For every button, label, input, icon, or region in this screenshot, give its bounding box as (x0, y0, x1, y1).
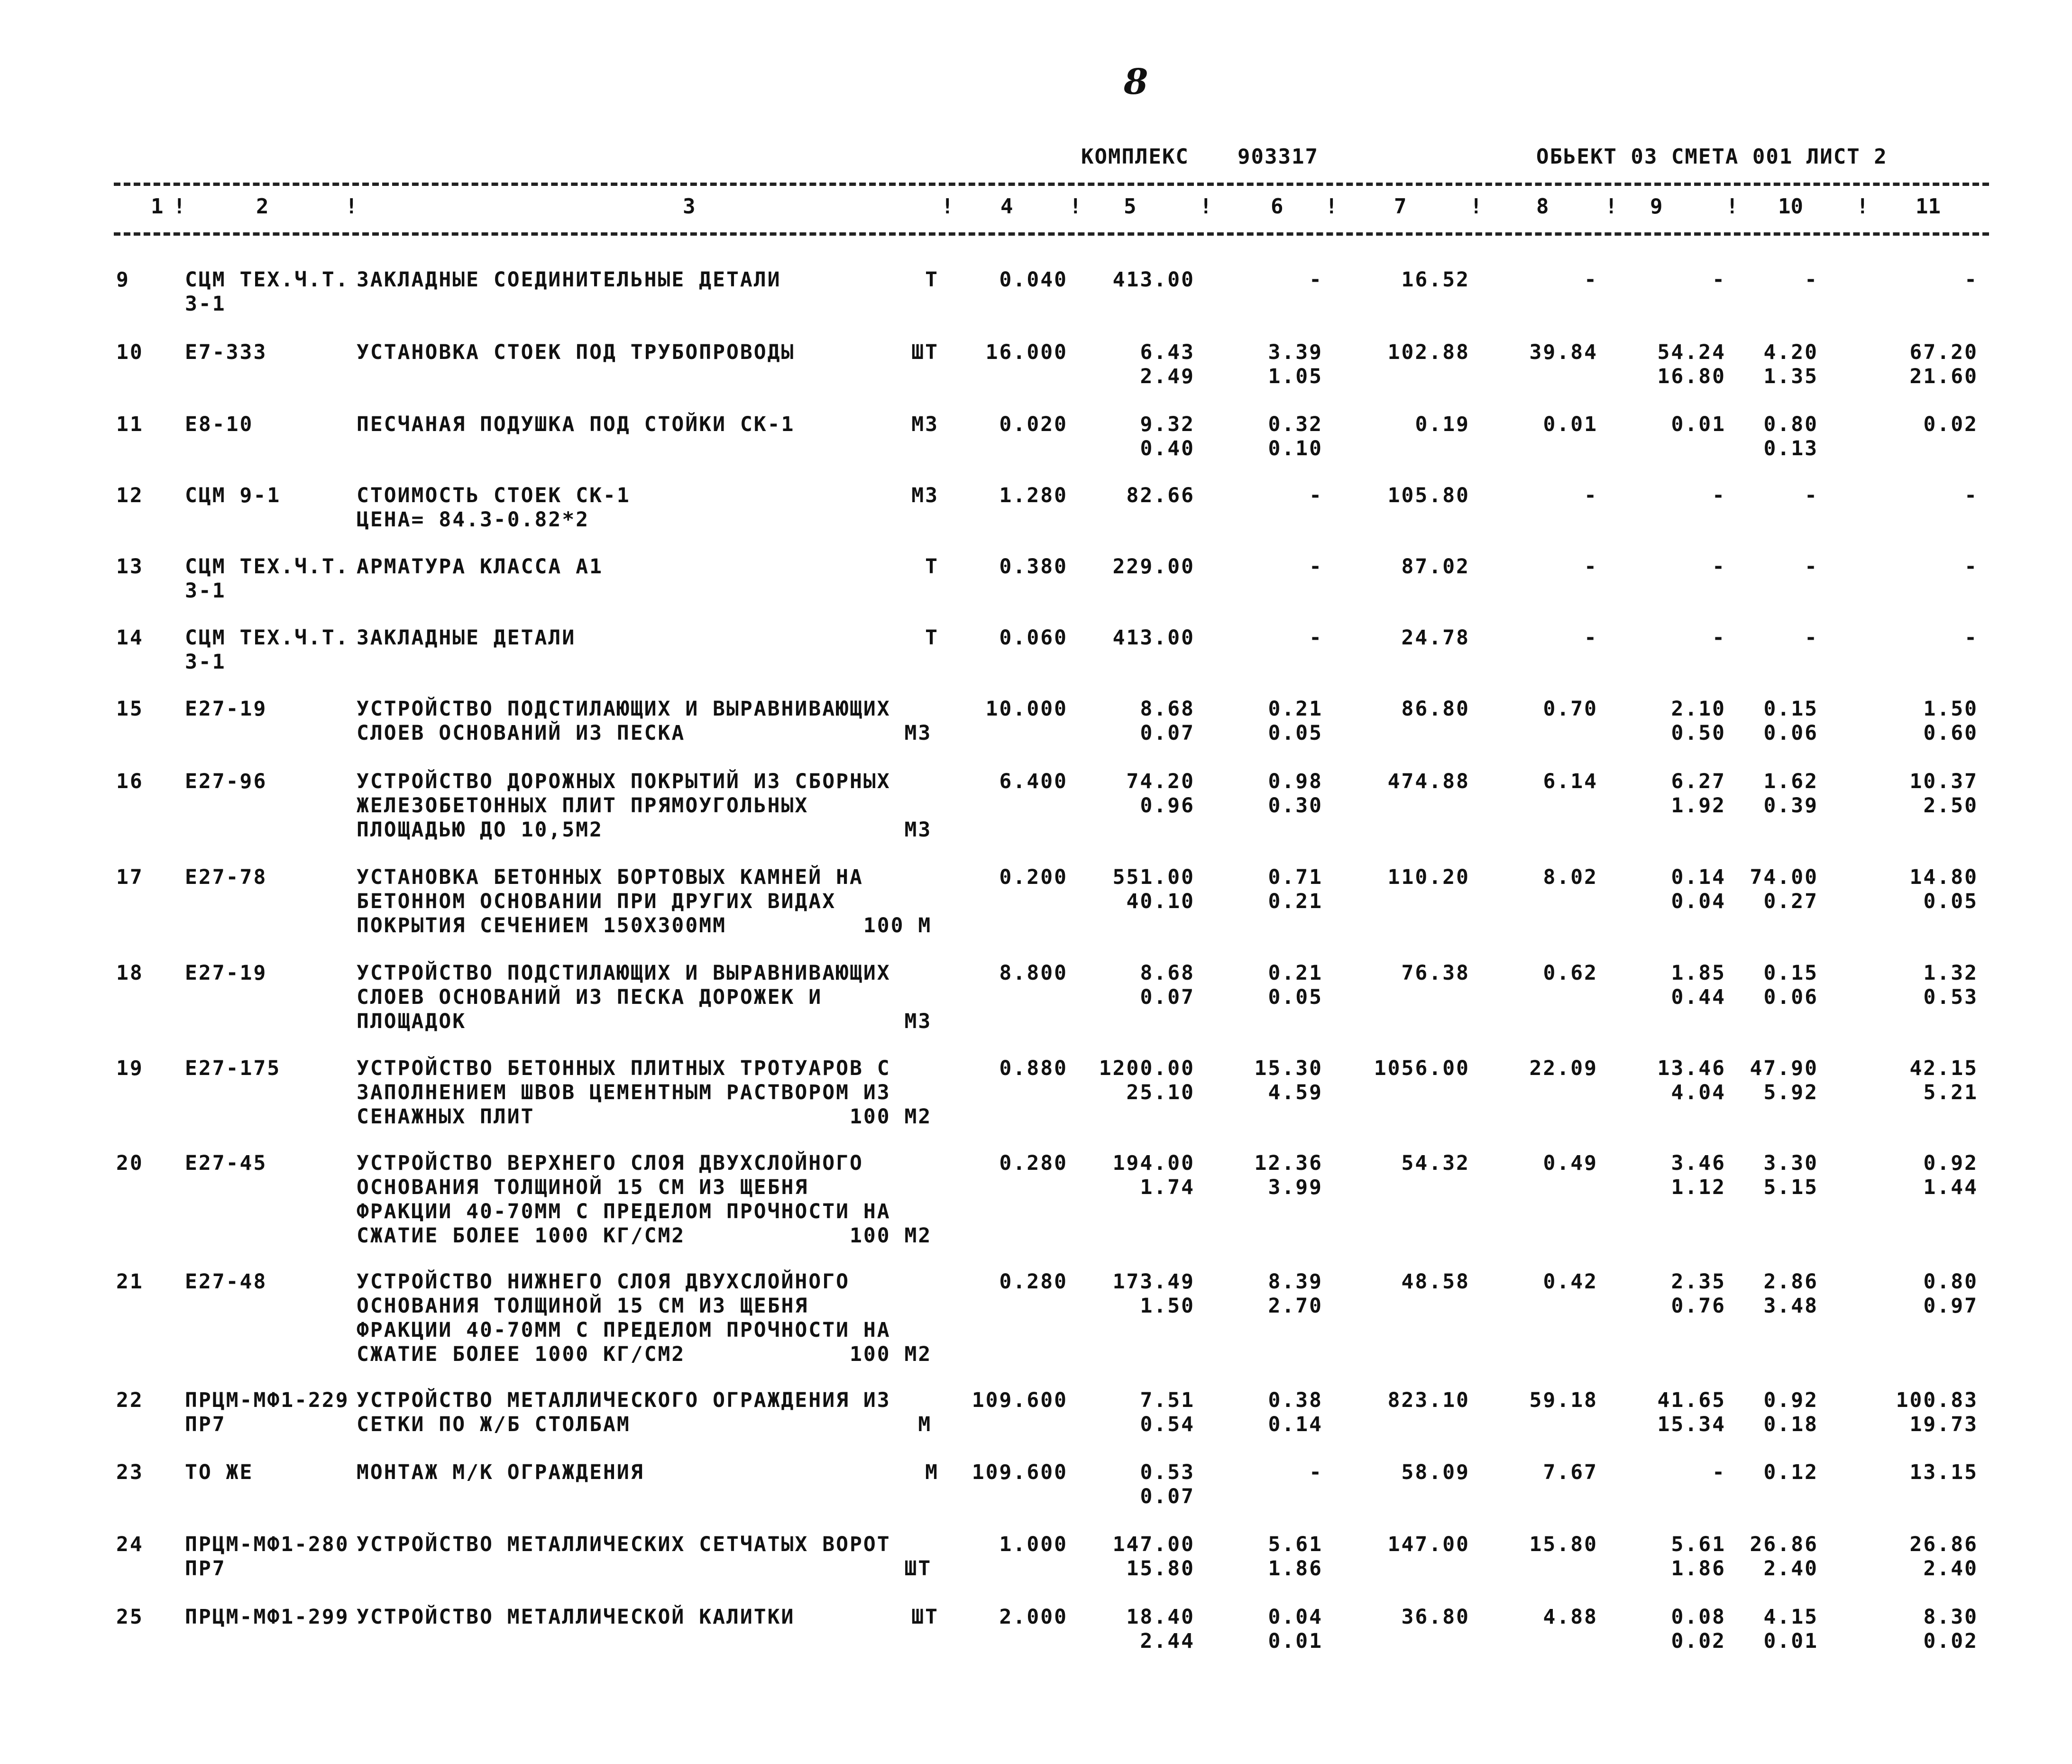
rate-code: Е27-19 (185, 961, 267, 985)
labor-per-unit: 3.30 5.15 (1763, 1151, 1818, 1199)
total-cost: 147.00 (1387, 1533, 1470, 1556)
labor-per-unit: 26.86 2.40 (1750, 1533, 1818, 1580)
row-number: 13 (116, 555, 144, 579)
unit-cost: 82.66 (1126, 484, 1195, 507)
labor-total: 13.15 (1909, 1461, 1978, 1484)
unit-cost: 413.00 (1112, 268, 1195, 292)
machine-cost: 12.36 3.99 (1254, 1151, 1323, 1199)
total-cost: 48.58 (1401, 1270, 1470, 1294)
labor-total: 0.92 1.44 (1923, 1151, 1978, 1199)
wages-total: 6.14 (1543, 770, 1598, 793)
header-divider (114, 232, 1989, 236)
unit-cost: 6.43 2.49 (1140, 340, 1195, 388)
labor-per-unit: 4.15 0.01 (1763, 1605, 1818, 1653)
quantity: 2.000 (999, 1605, 1068, 1629)
col-separator: ! (1605, 194, 1618, 219)
col-number: 2 (256, 194, 269, 219)
row-number: 22 (116, 1388, 144, 1412)
rate-code: ПРЦМ-МФ1-280 ПР7 (185, 1533, 349, 1580)
col-number: 5 (1124, 194, 1137, 219)
rate-code: Е27-19 (185, 697, 267, 721)
quantity: 0.880 (999, 1057, 1068, 1080)
row-number: 21 (116, 1270, 144, 1294)
wages-total: - (1584, 268, 1598, 292)
work-description: УСТРОЙСТВО БЕТОННЫХ ПЛИТНЫХ ТРОТУАРОВ С ЗАПОЛНЕНИЕМ ШВОВ ЦЕМЕНТНЫМ РАСТВОРОМ ИЗ СЕНАЖНЫХ ПЛИТ 100 М2 (357, 1057, 932, 1129)
rate-code: Е27-78 (185, 865, 267, 889)
row-number: 17 (116, 865, 144, 889)
machine-cost: 5.61 1.86 (1268, 1533, 1323, 1580)
machine-total: - (1712, 1461, 1726, 1484)
quantity: 0.200 (999, 865, 1068, 889)
top-divider (114, 183, 1989, 186)
total-cost: 0.19 (1415, 413, 1470, 436)
unit-cost: 0.53 0.07 (1140, 1461, 1195, 1508)
total-cost: 36.80 (1401, 1605, 1470, 1629)
total-cost: 58.09 (1401, 1461, 1470, 1484)
quantity: 10.000 (985, 697, 1068, 721)
complex-label: КОМПЛЕКС (1081, 145, 1189, 169)
unit: М3 (911, 413, 939, 436)
row-number: 18 (116, 961, 144, 985)
rate-code: Е7-333 (185, 340, 267, 364)
labor-per-unit: 1.62 0.39 (1763, 770, 1818, 818)
col-number: 9 (1650, 194, 1663, 219)
rate-code: ПРЦМ-МФ1-299 (185, 1605, 349, 1629)
rate-code: Е27-45 (185, 1151, 267, 1175)
quantity: 109.600 (972, 1388, 1068, 1412)
work-description: УСТРОЙСТВО МЕТАЛЛИЧЕСКОЙ КАЛИТКИ (357, 1605, 795, 1629)
row-number: 16 (116, 770, 144, 793)
labor-per-unit: 4.20 1.35 (1763, 340, 1818, 388)
total-cost: 105.80 (1387, 484, 1470, 507)
machine-total: 5.61 1.86 (1671, 1533, 1726, 1580)
unit-cost: 229.00 (1112, 555, 1195, 579)
machine-cost: 0.04 0.01 (1268, 1605, 1323, 1653)
machine-total: 0.14 0.04 (1671, 865, 1726, 913)
labor-per-unit: 0.15 0.06 (1763, 697, 1818, 745)
machine-total: 6.27 1.92 (1671, 770, 1726, 818)
wages-total: 0.49 (1543, 1151, 1598, 1175)
total-cost: 102.88 (1387, 340, 1470, 364)
col-number: 1 (151, 194, 164, 219)
work-description: УСТРОЙСТВО МЕТАЛЛИЧЕСКОГО ОГРАЖДЕНИЯ ИЗ СЕТКИ ПО Ж/Б СТОЛБАМ М (357, 1388, 932, 1436)
wages-total: 39.84 (1529, 340, 1598, 364)
labor-per-unit: 74.00 0.27 (1750, 865, 1818, 913)
total-cost: 823.10 (1387, 1388, 1470, 1412)
total-cost: 54.32 (1401, 1151, 1470, 1175)
quantity: 1.280 (999, 484, 1068, 507)
row-number: 23 (116, 1461, 144, 1484)
work-description: МОНТАЖ М/К ОГРАЖДЕНИЯ (357, 1461, 644, 1484)
col-number: 10 (1778, 194, 1803, 219)
labor-total: - (1964, 484, 1978, 507)
unit-cost: 8.68 0.07 (1140, 697, 1195, 745)
wages-total: 8.02 (1543, 865, 1598, 889)
col-separator: ! (173, 194, 186, 219)
labor-per-unit: 0.12 (1763, 1461, 1818, 1484)
labor-total: - (1964, 555, 1978, 579)
labor-total: 10.37 2.50 (1909, 770, 1978, 818)
machine-total: 3.46 1.12 (1671, 1151, 1726, 1199)
unit-cost: 74.20 0.96 (1126, 770, 1195, 818)
col-separator: ! (941, 194, 954, 219)
labor-total: - (1964, 268, 1978, 292)
machine-total: - (1712, 484, 1726, 507)
page-number: 8 (1124, 62, 1148, 102)
labor-per-unit: 0.80 0.13 (1763, 413, 1818, 460)
unit: Т (925, 268, 939, 292)
labor-total: - (1964, 626, 1978, 650)
row-number: 9 (116, 268, 130, 292)
total-cost: 1056.00 (1374, 1057, 1470, 1080)
rate-code: СЦМ ТЕХ.Ч.Т. 3-1 (185, 268, 349, 316)
wages-total: 15.80 (1529, 1533, 1598, 1556)
unit: ШТ (911, 1605, 939, 1629)
total-cost: 110.20 (1387, 865, 1470, 889)
machine-total: - (1712, 626, 1726, 650)
work-description: ЗАКЛАДНЫЕ СОЕДИНИТЕЛЬНЫЕ ДЕТАЛИ (357, 268, 781, 292)
labor-total: 1.50 0.60 (1923, 697, 1978, 745)
unit: М3 (911, 484, 939, 507)
unit-cost: 413.00 (1112, 626, 1195, 650)
wages-total: - (1584, 555, 1598, 579)
col-number: 7 (1394, 194, 1407, 219)
quantity: 0.280 (999, 1270, 1068, 1294)
machine-cost: - (1309, 1461, 1323, 1484)
quantity: 0.040 (999, 268, 1068, 292)
machine-total: 2.10 0.50 (1671, 697, 1726, 745)
rate-code: Е27-96 (185, 770, 267, 793)
labor-total: 42.15 5.21 (1909, 1057, 1978, 1104)
quantity: 16.000 (985, 340, 1068, 364)
labor-total: 1.32 0.53 (1923, 961, 1978, 1009)
wages-total: 0.62 (1543, 961, 1598, 985)
row-number: 19 (116, 1057, 144, 1080)
col-number: 6 (1271, 194, 1284, 219)
total-cost: 86.80 (1401, 697, 1470, 721)
unit-cost: 7.51 0.54 (1140, 1388, 1195, 1436)
machine-cost: - (1309, 268, 1323, 292)
work-description: УСТРОЙСТВО НИЖНЕГО СЛОЯ ДВУХСЛОЙНОГО ОСНОВАНИЯ ТОЛЩИНОЙ 15 СМ ИЗ ЩЕБНЯ ФРАКЦИИ 40-70ММ С ПРЕДЕЛОМ ПРОЧНОСТИ НА СЖАТИЕ БОЛЕЕ 1000 КГ/СМ2 100 М2 (357, 1270, 932, 1366)
machine-cost: - (1309, 555, 1323, 579)
rate-code: ПРЦМ-МФ1-229 ПР7 (185, 1388, 349, 1436)
machine-total: 41.65 15.34 (1657, 1388, 1726, 1436)
labor-total: 8.30 0.02 (1923, 1605, 1978, 1653)
work-description: УСТРОЙСТВО МЕТАЛЛИЧЕСКИХ СЕТЧАТЫХ ВОРОТ ШТ (357, 1533, 932, 1580)
rate-code: СЦМ ТЕХ.Ч.Т. 3-1 (185, 626, 349, 674)
total-cost: 474.88 (1387, 770, 1470, 793)
quantity: 109.600 (972, 1461, 1068, 1484)
wages-total: 0.42 (1543, 1270, 1598, 1294)
labor-total: 67.20 21.60 (1909, 340, 1978, 388)
rate-code: Е8-10 (185, 413, 254, 436)
quantity: 1.000 (999, 1533, 1068, 1556)
col-separator: ! (1856, 194, 1869, 219)
labor-total: 14.80 0.05 (1909, 865, 1978, 913)
wages-total: 4.88 (1543, 1605, 1598, 1629)
total-cost: 24.78 (1401, 626, 1470, 650)
row-number: 14 (116, 626, 144, 650)
row-number: 20 (116, 1151, 144, 1175)
rate-code: СЦМ 9-1 (185, 484, 281, 507)
col-number: 3 (683, 194, 696, 219)
unit: Т (925, 626, 939, 650)
unit-cost: 9.32 0.40 (1140, 413, 1195, 460)
machine-cost: 8.39 2.70 (1268, 1270, 1323, 1318)
machine-cost: 0.21 0.05 (1268, 697, 1323, 745)
unit-cost: 18.40 2.44 (1126, 1605, 1195, 1653)
machine-cost: 0.98 0.30 (1268, 770, 1323, 818)
rate-code: СЦМ ТЕХ.Ч.Т. 3-1 (185, 555, 349, 603)
quantity: 0.280 (999, 1151, 1068, 1175)
machine-cost: 3.39 1.05 (1268, 340, 1323, 388)
machine-cost: - (1309, 484, 1323, 507)
work-description: СТОИМОСТЬ СТОЕК СК-1 ЦЕНА= 84.3-0.82*2 (357, 484, 631, 532)
labor-total: 26.86 2.40 (1909, 1533, 1978, 1580)
work-description: УСТРОЙСТВО ПОДСТИЛАЮЩИХ И ВЫРАВНИВАЮЩИХ СЛОЕВ ОСНОВАНИЙ ИЗ ПЕСКА ДОРОЖЕК И ПЛОЩАДОК М3 (357, 961, 932, 1033)
machine-total: 0.08 0.02 (1671, 1605, 1726, 1653)
work-description: УСТРОЙСТВО ВЕРХНЕГО СЛОЯ ДВУХСЛОЙНОГО ОСНОВАНИЯ ТОЛЩИНОЙ 15 СМ ИЗ ЩЕБНЯ ФРАКЦИИ 40-70ММ С ПРЕДЕЛОМ ПРОЧНОСТИ НА СЖАТИЕ БОЛЕЕ 1000 КГ/СМ2 100 М2 (357, 1151, 932, 1248)
labor-per-unit: 0.15 0.06 (1763, 961, 1818, 1009)
object-info: ОБЬЕКТ 03 СМЕТА 001 ЛИСТ 2 (1536, 145, 1888, 169)
total-cost: 16.52 (1401, 268, 1470, 292)
unit: ШТ (911, 340, 939, 364)
rate-code: ТО ЖЕ (185, 1461, 254, 1484)
labor-per-unit: - (1805, 626, 1818, 650)
machine-cost: 0.32 0.10 (1268, 413, 1323, 460)
col-separator: ! (1726, 194, 1739, 219)
total-cost: 76.38 (1401, 961, 1470, 985)
work-description: УСТАНОВКА СТОЕК ПОД ТРУБОПРОВОДЫ (357, 340, 795, 364)
col-separator: ! (1325, 194, 1338, 219)
rate-code: Е27-48 (185, 1270, 267, 1294)
machine-total: 2.35 0.76 (1671, 1270, 1726, 1318)
work-description: УСТРОЙСТВО ПОДСТИЛАЮЩИХ И ВЫРАВНИВАЮЩИХ СЛОЕВ ОСНОВАНИЙ ИЗ ПЕСКА М3 (357, 697, 932, 745)
row-number: 15 (116, 697, 144, 721)
labor-per-unit: 47.90 5.92 (1750, 1057, 1818, 1104)
quantity: 6.400 (999, 770, 1068, 793)
machine-total: - (1712, 268, 1726, 292)
labor-total: 0.80 0.97 (1923, 1270, 1978, 1318)
complex-code: 903317 (1238, 145, 1319, 169)
labor-total: 0.02 (1923, 413, 1978, 436)
unit-cost: 173.49 1.50 (1112, 1270, 1195, 1318)
wages-total: 0.01 (1543, 413, 1598, 436)
row-number: 12 (116, 484, 144, 507)
unit-cost: 1200.00 25.10 (1099, 1057, 1195, 1104)
labor-per-unit: 0.92 0.18 (1763, 1388, 1818, 1436)
col-separator: ! (1069, 194, 1082, 219)
col-number: 11 (1916, 194, 1941, 219)
col-separator: ! (1470, 194, 1483, 219)
machine-cost: 15.30 4.59 (1254, 1057, 1323, 1104)
machine-total: 54.24 16.80 (1657, 340, 1726, 388)
labor-per-unit: - (1805, 555, 1818, 579)
quantity: 0.060 (999, 626, 1068, 650)
labor-total: 100.83 19.73 (1896, 1388, 1978, 1436)
unit-cost: 194.00 1.74 (1112, 1151, 1195, 1199)
machine-cost: 0.38 0.14 (1268, 1388, 1323, 1436)
wages-total: 0.70 (1543, 697, 1598, 721)
unit-cost: 147.00 15.80 (1112, 1533, 1195, 1580)
wages-total: - (1584, 626, 1598, 650)
labor-per-unit: - (1805, 268, 1818, 292)
wages-total: - (1584, 484, 1598, 507)
col-number: 8 (1536, 194, 1549, 219)
rate-code: Е27-175 (185, 1057, 281, 1080)
unit-cost: 551.00 40.10 (1112, 865, 1195, 913)
row-number: 24 (116, 1533, 144, 1556)
total-cost: 87.02 (1401, 555, 1470, 579)
wages-total: 59.18 (1529, 1388, 1598, 1412)
machine-cost: - (1309, 626, 1323, 650)
work-description: ПЕСЧАНАЯ ПОДУШКА ПОД СТОЙКИ СК-1 (357, 413, 795, 436)
quantity: 0.380 (999, 555, 1068, 579)
row-number: 25 (116, 1605, 144, 1629)
work-description: ЗАКЛАДНЫЕ ДЕТАЛИ (357, 626, 576, 650)
quantity: 0.020 (999, 413, 1068, 436)
unit-cost: 8.68 0.07 (1140, 961, 1195, 1009)
work-description: УСТАНОВКА БЕТОННЫХ БОРТОВЫХ КАМНЕЙ НА БЕТОННОМ ОСНОВАНИИ ПРИ ДРУГИХ ВИДАХ ПОКРЫТИЯ СЕЧЕНИЕМ 150Х300ММ 100 М (357, 865, 932, 937)
unit: Т (925, 555, 939, 579)
col-number: 4 (1000, 194, 1013, 219)
machine-cost: 0.21 0.05 (1268, 961, 1323, 1009)
work-description: АРМАТУРА КЛАССА А1 (357, 555, 603, 579)
machine-total: - (1712, 555, 1726, 579)
machine-total: 0.01 (1671, 413, 1726, 436)
work-description: УСТРОЙСТВО ДОРОЖНЫХ ПОКРЫТИЙ ИЗ СБОРНЫХ ЖЕЛЕЗОБЕТОННЫХ ПЛИТ ПРЯМОУГОЛЬНЫХ ПЛОЩАДЬЮ ДО 10,5М2 М3 (357, 770, 932, 842)
labor-per-unit: - (1805, 484, 1818, 507)
machine-total: 1.85 0.44 (1671, 961, 1726, 1009)
quantity: 8.800 (999, 961, 1068, 985)
unit: М (925, 1461, 939, 1484)
row-number: 11 (116, 413, 144, 436)
wages-total: 7.67 (1543, 1461, 1598, 1484)
labor-per-unit: 2.86 3.48 (1763, 1270, 1818, 1318)
wages-total: 22.09 (1529, 1057, 1598, 1080)
machine-total: 13.46 4.04 (1657, 1057, 1726, 1104)
col-separator: ! (345, 194, 358, 219)
machine-cost: 0.71 0.21 (1268, 865, 1323, 913)
row-number: 10 (116, 340, 144, 364)
col-separator: ! (1200, 194, 1212, 219)
